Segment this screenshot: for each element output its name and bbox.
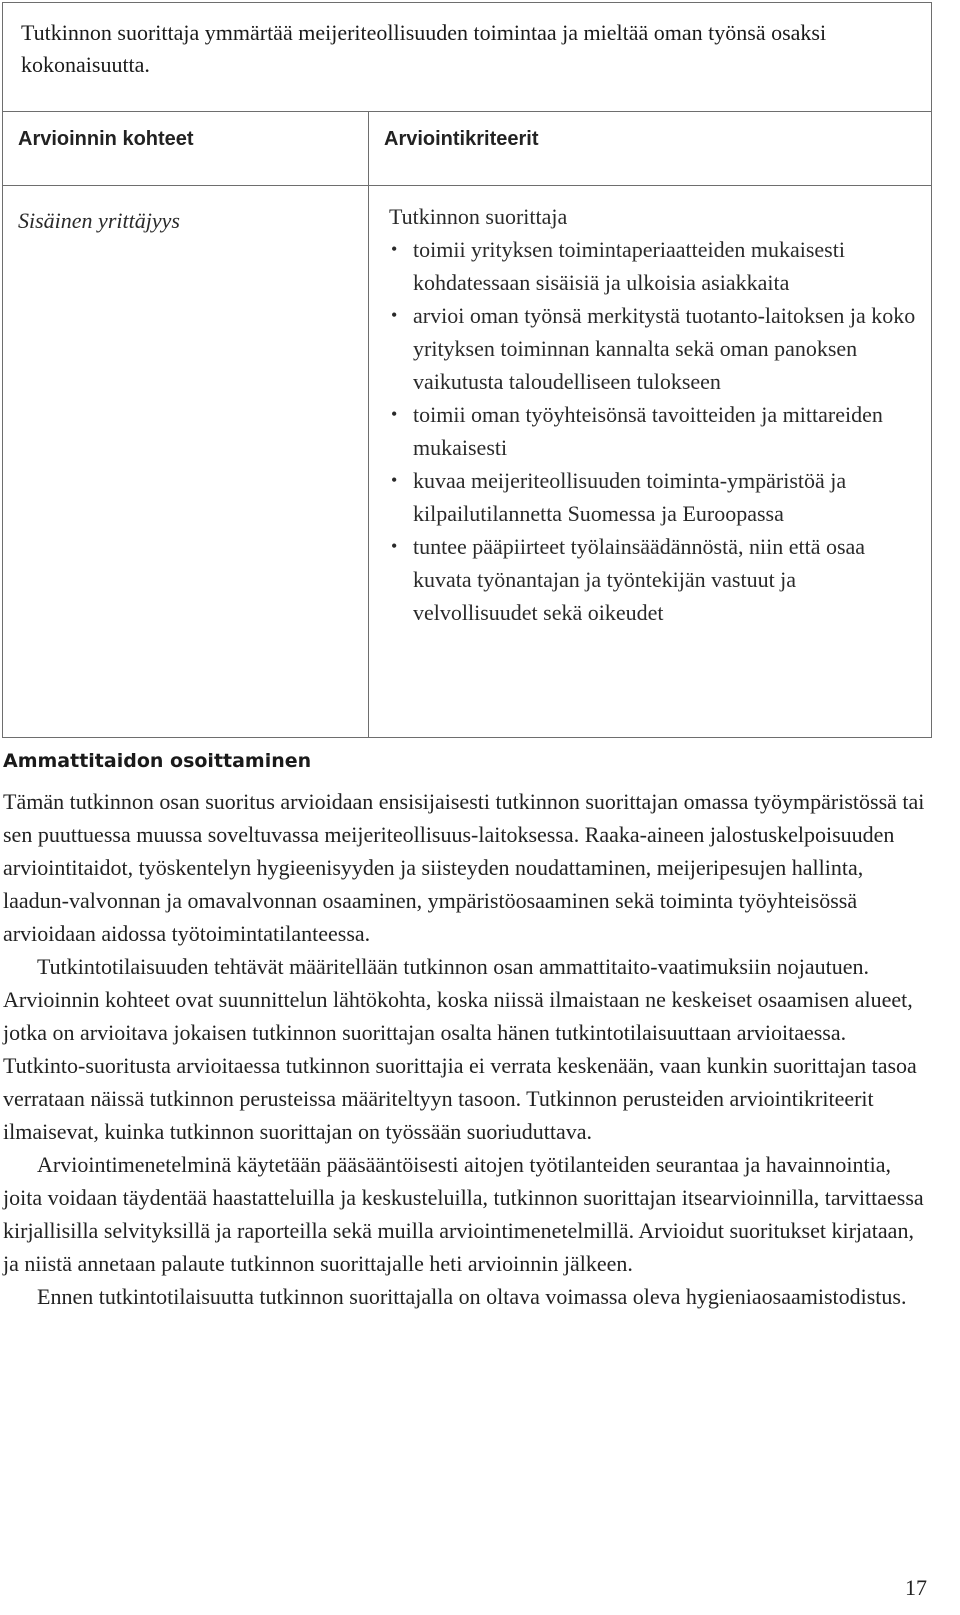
- subject-cell: [3, 186, 369, 738]
- criteria-text: tuntee pääpiirteet työlainsäädännöstä, niin että osaa kuvata työnantajan ja työntekijän vastuut ja velvollisuudet sekä oikeudet: [413, 534, 866, 625]
- bullet-icon: •: [391, 536, 398, 556]
- criteria-list: [389, 233, 921, 629]
- column-header-subject: Arvioinnin kohteet: [3, 112, 369, 186]
- bullet-icon: •: [391, 239, 398, 259]
- bullet-icon: •: [391, 470, 398, 490]
- criteria-text: arvioi oman työnsä merkitystä tuotanto-laitoksen ja koko yrityksen toiminnan kannalta sekä oman panoksen vaikutusta taloudelliseen tulokseen: [413, 303, 916, 394]
- paragraph: Arviointimenetelminä käytetään pääsääntöisesti aitojen työtilanteiden seurantaa ja havainnointia, joita voidaan täydentää haastatteluilla ja keskusteluilla, tutkinnon suorittajan itsearvioinnilla, tarvittaessa kirjallisilla selvityksillä ja raporteilla sekä muilla arviointimenetelmillä. Arvioidut suoritukset kirjataan, ja niistä annetaan palaute tutkinnon suorittajalle heti arvioinnin jälkeen.: [3, 1152, 924, 1276]
- section-heading: Ammattitaidon osoittaminen: [3, 750, 312, 772]
- bullet-icon: •: [391, 404, 398, 424]
- criteria-lead: Tutkinnon suorittaja: [389, 204, 568, 229]
- list-item: [389, 464, 921, 530]
- column-header-criteria: Arviointikriteerit: [369, 112, 932, 186]
- paragraph: Ennen tutkintotilaisuutta tutkinnon suorittajalla on oltava voimassa oleva hygieniaosaamistodistus.: [37, 1284, 907, 1309]
- table-header-row: [3, 112, 932, 186]
- table-title-row: [3, 3, 932, 112]
- page-number: 17: [905, 1575, 927, 1600]
- body-text: [3, 785, 931, 1313]
- criteria-text: toimii oman työyhteisönsä tavoitteiden ja mittareiden mukaisesti: [413, 402, 883, 460]
- list-item: [389, 233, 921, 299]
- bullet-icon: •: [391, 305, 398, 325]
- list-item: [389, 299, 921, 398]
- criteria-text: toimii yrityksen toimintaperiaatteiden mukaisesti kohdatessaan sisäisiä ja ulkoisia asiakkaita: [413, 237, 845, 295]
- assessment-table: [2, 2, 932, 738]
- assessment-subject: Sisäinen yrittäjyys: [18, 208, 180, 233]
- paragraph: Tämän tutkinnon osan suoritus arvioidaan ensisijaisesti tutkinnon suorittajan omassa työympäristössä tai sen puuttuessa muussa soveltuvassa meijeriteollisuus-laitoksessa. Raaka-aineen jalostuskelpoisuuden arviointitaidot, työskentelyn hygieenisyyden ja siisteyden noudattaminen, meijeripesujen hallinta, laadun-valvonnan ja omavalvonnan osaaminen, ympäristöosaaminen sekä toiminta työyhteisössä arvioidaan aidossa työtoimintatilanteessa.: [3, 789, 925, 946]
- criteria-cell: [369, 186, 932, 738]
- paragraph: Tutkintotilaisuuden tehtävät määritellään tutkinnon osan ammattitaito-vaatimuksiin nojautuen. Arvioinnin kohteet ovat suunnittelun lähtökohta, koska niissä ilmaistaan ne keskeiset osaamisen alueet, jotka on arvioitava jokaisen tutkinnon suorittajan osalta hänen tutkintotilaisuuttaan arvioitaessa. Tutkinto-suoritusta arvioitaessa tutkinnon suorittajia ei verrata keskenään, vaan kunkin suorittajan tasoa verrataan näissä tutkinnon perusteissa määriteltyyn tasoon. Tutkinnon perusteiden arviointikriteerit ilmaisevat, kuinka tutkinnon suorittajan on työssään suoriuduttava.: [3, 954, 917, 1144]
- criteria-text: kuvaa meijeriteollisuuden toiminta-ympäristöä ja kilpailutilannetta Suomessa ja Euroopassa: [413, 468, 847, 526]
- table-title: Tutkinnon suorittaja ymmärtää meijeriteollisuuden toimintaa ja mieltää oman työnsä osaksi kokonaisuutta.: [3, 3, 932, 112]
- table-row: [3, 186, 932, 738]
- list-item: [389, 398, 921, 464]
- list-item: [389, 530, 921, 629]
